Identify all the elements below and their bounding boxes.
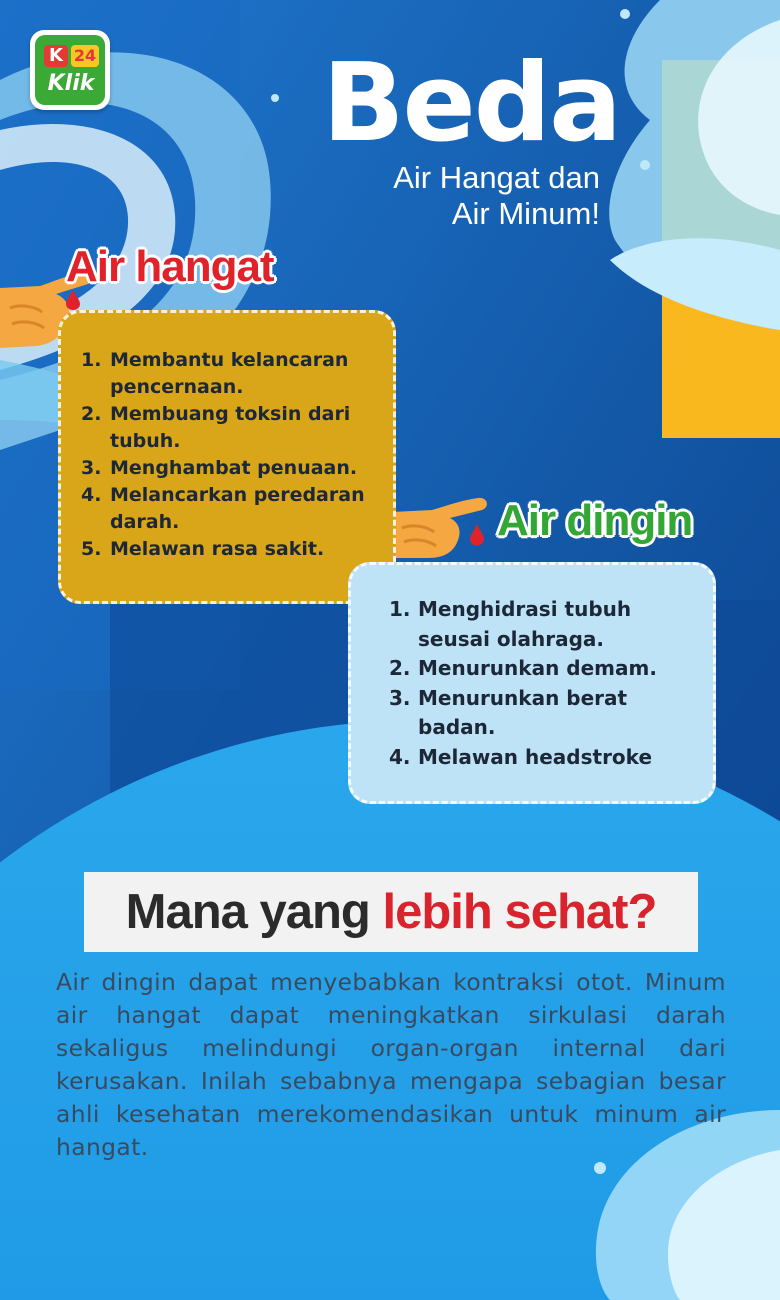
logo-k: K [44,45,68,67]
cold-water-benefits-box [348,562,716,804]
page-subtitle [300,160,600,232]
list-item [81,455,393,482]
list-text: Melancarkan peredaran darah. [110,484,365,533]
list-text: Menghidrasi tubuh seusai olahraga. [418,597,632,651]
list-number: 2. [81,403,102,425]
brand-logo [30,30,110,110]
list-number: 3. [81,457,102,479]
list-number: 4. [389,744,411,769]
hot-water-benefits-list [81,347,393,563]
question-text: Mana yang [125,885,383,939]
subtitle-line-2: Air Minum! [451,196,600,231]
logo-word: Klik [47,71,95,96]
list-number: 5. [81,538,102,560]
logo-background [35,35,105,105]
list-number: 2. [389,656,411,680]
cold-water-heading: Air dingin [497,496,693,545]
page-title: Beda [322,41,620,166]
list-text: Melawan headstroke [418,744,653,769]
water-drop-icon [470,524,484,546]
logo-number: 24 [71,45,99,67]
list-item [81,482,393,536]
list-item [81,347,393,401]
question-heading [84,872,698,952]
list-item [389,684,709,743]
water-drop-icon [66,290,80,310]
cold-water-benefits-list [389,595,709,772]
question-banner [84,872,698,952]
list-text: Membuang toksin dari tubuh. [110,403,351,452]
question-highlight: lebih sehat? [382,885,657,939]
list-number: 1. [389,597,411,621]
list-text: Membantu kelancaran pencernaan. [110,349,349,398]
list-text: Melawan rasa sakit. [110,538,325,560]
subtitle-line-1: Air Hangat dan [393,160,600,195]
hot-water-benefits-box [58,310,396,604]
list-text: Menurunkan demam. [418,656,657,680]
list-item [389,595,709,654]
list-text: Menghambat penuaan. [110,457,358,479]
list-item [389,743,709,773]
list-number: 4. [81,484,102,506]
hot-water-heading: Air hangat [66,242,274,291]
list-text: Menurunkan berat badan. [418,685,628,739]
list-item [81,401,393,455]
list-number: 1. [81,349,102,371]
conclusion-paragraph: Air dingin dapat menyebabkan kontraksi otot. Minum air hangat dapat meningkatkan sirkulasi darah sekaligus melindungi organ-organ internal dari kerusakan. Inilah sebabnya mengapa sebagian besar ahli kesehatan merekomendasikan untuk minum air hangat. [56,968,726,1161]
list-item [389,654,709,684]
list-item [81,536,393,563]
list-number: 3. [389,685,411,710]
